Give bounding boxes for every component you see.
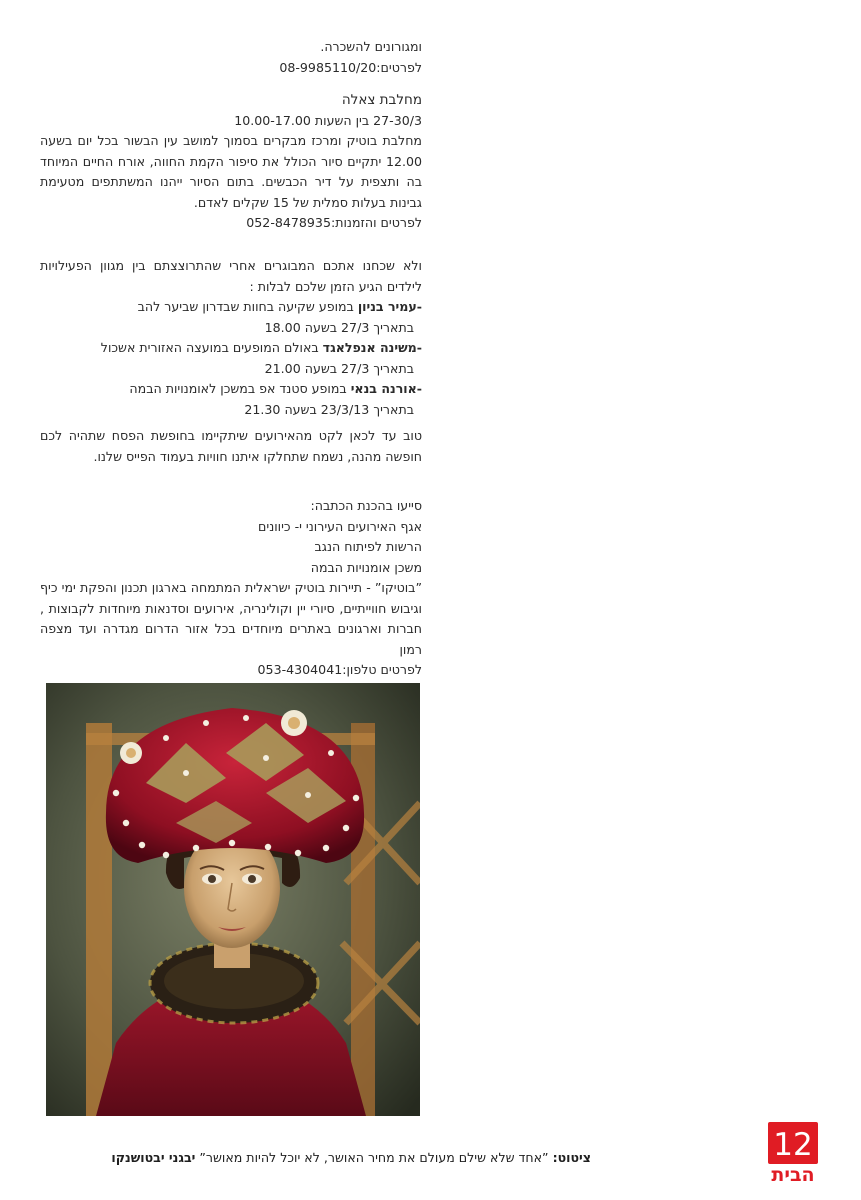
closing-text: טוב עד לכאן לקט מהאירועים שיתקיימו בחופשת הפסח שתהיה לכם חופשה מהנה, נשמח שתחלקו איתנו חוויות בעמוד הפייס שלנו.	[40, 428, 422, 464]
event-description: במופע סטנד אפ במשכן לאומנויות הבמה	[129, 381, 351, 396]
intro-lines	[40, 37, 422, 78]
event-item	[40, 338, 422, 359]
section-intro: ולא שכחנו אתכם המבוגרים אחרי שהתרוצצתם בין מגוון הפעילויות לילדים הגיע הזמן שלכם לבלות :	[40, 258, 422, 294]
credits-phone: לפרטים טלפון:053-4304041	[257, 662, 422, 677]
logo-name: הבית	[771, 1164, 815, 1186]
logo-mark	[768, 1122, 818, 1164]
section-dates: 27-30/3 בין השעות 10.00-17.00	[234, 112, 422, 128]
event-description: באולם המופעים במועצה האזורית אשכול	[100, 340, 323, 355]
section-heading: מחלבת צאלה	[341, 92, 422, 108]
quote-text: ”אחד שלא שילם מעולם את מחיר האושר, לא יוכל להיות מאושר”	[195, 1150, 553, 1165]
text-line: ומגורונים להשכרה.	[320, 39, 422, 54]
quote-line	[46, 1149, 591, 1167]
magazine-logo	[766, 1122, 820, 1188]
quote-label: ציטוט:	[552, 1150, 591, 1165]
puppet-photo	[46, 683, 420, 1116]
performer-name: -משינה אנפלאגד	[322, 340, 422, 355]
credits-line: אגף האירועים העירוני י- כיוונים	[258, 518, 422, 534]
performer-name: -עמיר בניון	[357, 299, 422, 314]
credits-section	[40, 496, 422, 681]
dairy-section	[40, 90, 422, 234]
section-body: מחלבת בוטיק ומרכז מבקרים בסמוך למושב עין הבשור בכל יום בשעה 12.00 יתקיים סיור הכולל את סיפור הקמת החווה, אורח החיים המיוחד בה ותצפית על דיר הכבשים. בתום הסיור ייהנו המשתתפים מטעימת גבינות בעלות סמלית של 15 שקלים לאדם.	[40, 133, 422, 210]
credits-line: הרשות לפיתוח הנגב	[314, 539, 422, 554]
event-item	[40, 379, 422, 400]
quote-author: יבגני יבטושנקו	[111, 1150, 196, 1165]
event-date: בתאריך 27/3 בשעה 18.00	[264, 319, 414, 335]
event-item	[40, 297, 422, 318]
boutico-description: ”בוטיקו” - תיירות בוטיק ישראלית המתמחה בארגון תכנון והפקת ימי כיף וגיבוש חווייתיים, סיורי יין וקולינריה, אירועים וסדנאות מיוחדות לקבוצות , חברות וארגונים באתרים מיוחדים בכל אזור הדרום מגדרה ועד מצפה רמון	[40, 580, 422, 657]
credits-title: סייעו בהכנת הכתבה:	[310, 498, 422, 513]
event-description: במופע שקיעה בחוות שבדרון שביער להב	[137, 299, 358, 314]
event-date: בתאריך 23/3/13 בשעה 21.30	[244, 401, 414, 417]
performer-name: -אורנה בנאי	[350, 381, 422, 396]
adult-events-section	[40, 256, 422, 420]
closing-paragraph	[40, 426, 422, 467]
contact-line: לפרטים:08-9985110/20	[279, 59, 422, 75]
logo-number: 12	[773, 1127, 813, 1163]
credits-line: משכן אומנויות הבמה	[310, 559, 422, 575]
event-date: בתאריך 27/3 בשעה 21.00	[264, 360, 414, 376]
section-contact: לפרטים והזמנות:052-8478935	[246, 215, 422, 230]
